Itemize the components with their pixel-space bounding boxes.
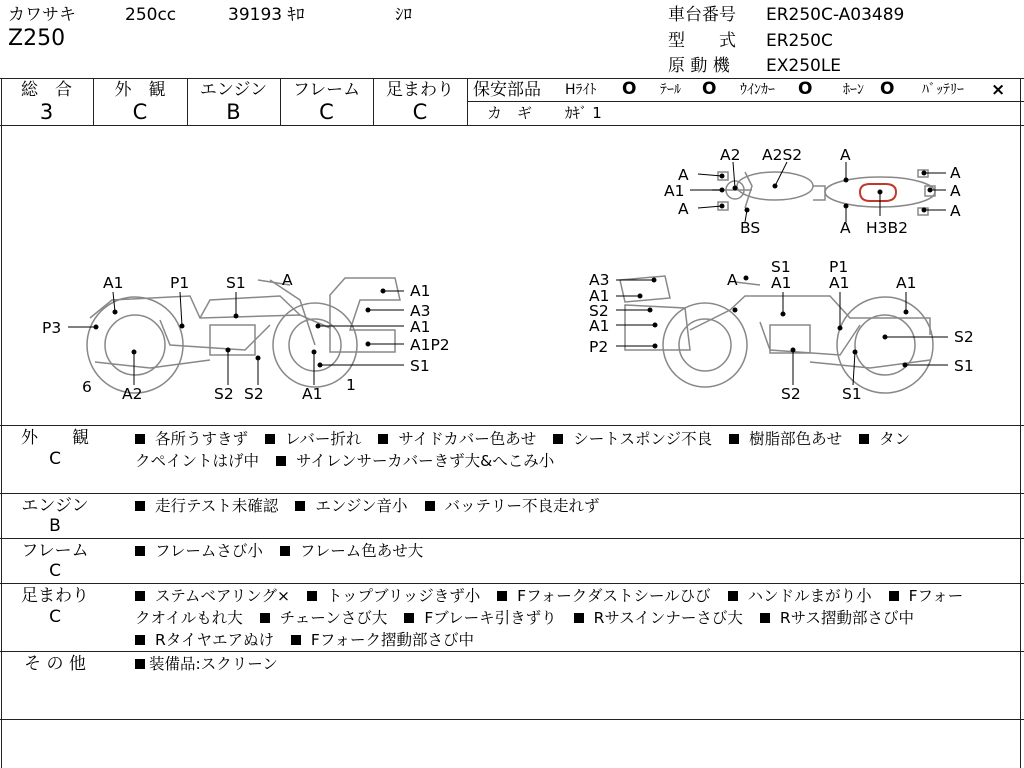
type-value: ER250C: [766, 31, 833, 51]
maker-name: カワサキ: [8, 5, 76, 25]
safety-battery-name: ﾊﾞｯﾃﾘｰ: [922, 82, 964, 98]
divider: [0, 719, 1024, 720]
top-label: A: [950, 164, 961, 182]
left-label: A1P2: [410, 336, 450, 354]
left-label: 6: [82, 378, 92, 396]
right-label: S1: [954, 357, 974, 375]
left-label: A1: [302, 385, 323, 403]
comment-item: フレーム色あせ大: [299, 542, 424, 560]
comment-item: ステムベアリング×: [155, 587, 290, 605]
right-label: A3: [589, 271, 610, 289]
comment-line: [135, 450, 1015, 472]
comment-item: 各所うすきず: [155, 430, 249, 448]
comment-line: [135, 607, 1015, 629]
safety-winker-mark: O: [798, 79, 813, 99]
right-label: A1: [896, 274, 917, 292]
comment-item: シートスポンジ不良: [573, 430, 713, 448]
right-label: A1: [589, 287, 610, 305]
grade-frame-value: C: [319, 100, 334, 124]
comment-item: Rサスインナーさび大: [593, 609, 743, 627]
divider: [0, 425, 1024, 426]
right-label: S1: [842, 385, 862, 403]
chassis-label: 車台番号: [668, 5, 736, 25]
comment-item: Rタイヤエアぬけ: [155, 631, 274, 649]
top-label: A2: [720, 146, 741, 164]
comment-item: 樹脂部色あせ: [749, 430, 843, 448]
top-label: A: [678, 166, 689, 184]
right-label: S2: [589, 302, 609, 320]
safety-taillight-name: ﾃｰﾙ: [660, 82, 681, 98]
comment-item: Fフォー: [908, 587, 964, 605]
grade-total-label: 総 合: [21, 80, 72, 100]
comment-line: [135, 495, 1015, 517]
comment-line: [135, 540, 1015, 562]
comment-item: レバー折れ: [284, 430, 362, 448]
right-label: A1: [589, 317, 610, 335]
safety-horn-mark: O: [880, 79, 895, 99]
comment-item: サイレンサーカバーきず大&へこみ小: [295, 452, 555, 470]
comment-item: トップブリッジきず小: [326, 587, 481, 605]
comment-suspension: [135, 585, 1015, 651]
right-label: S2: [781, 385, 801, 403]
comment-item: フレームさび小: [155, 542, 263, 560]
divider: [0, 538, 1024, 539]
safety-horn-name: ﾎｰﾝ: [843, 82, 864, 98]
left-label: 1: [346, 376, 356, 394]
comment-other: [135, 653, 1015, 675]
right-label: A1: [829, 274, 850, 292]
grade-suspension-label: 足まわり: [386, 80, 454, 100]
comment-item: 装備品:スクリーン: [149, 655, 278, 673]
comment-suspension-grade: C: [49, 607, 61, 627]
comment-line: [135, 428, 1015, 450]
top-label: A: [678, 200, 689, 218]
divider: [0, 78, 1024, 79]
comment-item: Fフォーク摺動部さび中: [310, 631, 475, 649]
right-view-outline: [620, 276, 933, 393]
comment-item: バッテリー不良走れず: [444, 497, 600, 515]
comment-item: 走行テスト未確認: [155, 497, 279, 515]
top-label: BS: [740, 219, 761, 237]
comment-engine-label: エンジン: [21, 496, 89, 516]
comment-item: エンジン音小: [315, 497, 408, 515]
comment-line: [135, 653, 1015, 675]
comment-engine-grade: B: [49, 516, 61, 536]
grade-engine-label: エンジン: [199, 80, 268, 100]
comment-item: Fブレーキ引きずり: [424, 609, 557, 627]
comment-exterior-label: 外 観: [21, 428, 89, 448]
engine-model-value: EX250LE: [766, 56, 842, 76]
comment-frame: [135, 540, 1015, 562]
body-color: ｼﾛ: [395, 5, 412, 25]
left-label: S1: [410, 357, 430, 375]
comment-frame-label: フレーム: [21, 541, 89, 561]
key-value: ｶｷﾞ 1: [565, 104, 602, 122]
top-label: A: [840, 146, 851, 164]
grade-frame-label: フレーム: [292, 80, 361, 100]
right-label: S1: [771, 258, 791, 276]
right-label: P1: [829, 258, 849, 276]
grade-engine-value: B: [226, 100, 241, 124]
left-label: P3: [42, 319, 62, 337]
type-label: 型 式: [668, 31, 736, 51]
comment-suspension-label: 足まわり: [21, 586, 89, 606]
top-label: A: [950, 182, 961, 200]
right-label: A1: [771, 274, 792, 292]
comment-line: [135, 585, 1015, 607]
safety-headlight-name: Hﾗｲﾄ: [565, 82, 597, 98]
left-label: S2: [244, 385, 264, 403]
comment-line: [135, 629, 1015, 651]
comment-item: サイドカバー色あせ: [398, 430, 537, 448]
right-label: P2: [589, 338, 609, 356]
top-label: A2S2: [762, 146, 803, 164]
top-label: A1: [664, 182, 685, 200]
left-label: A1: [103, 274, 124, 292]
divider: [0, 651, 1024, 652]
left-label: A1: [410, 318, 431, 336]
mileage: 39193 ｷﾛ: [228, 5, 305, 25]
right-label: A: [727, 271, 738, 289]
comment-item: チェーンさび大: [279, 609, 388, 627]
safety-title: 保安部品: [473, 80, 541, 100]
model-name: Z250: [8, 26, 66, 51]
grade-exterior-label: 外 観: [114, 80, 166, 100]
comment-item: Rサス摺動部さび中: [779, 609, 915, 627]
comment-item: Fフォークダストシールひび: [517, 587, 711, 605]
comment-exterior: [135, 428, 1015, 472]
top-label: H3B2: [866, 219, 909, 237]
divider: [467, 101, 1024, 102]
grade-total-value: 3: [39, 100, 54, 124]
grade-suspension-value: C: [412, 100, 428, 124]
left-label: A3: [410, 302, 431, 320]
safety-battery-mark: ×: [991, 80, 1006, 100]
left-label: P1: [170, 274, 190, 292]
divider: [0, 493, 1024, 494]
left-label: A1: [410, 282, 431, 300]
engine-model-label: 原 動 機: [668, 56, 730, 76]
left-label: S1: [226, 274, 246, 292]
grade-exterior-value: C: [132, 100, 148, 124]
left-label: S2: [214, 385, 234, 403]
comment-exterior-grade: C: [49, 449, 61, 469]
bike-damage-diagram: [0, 125, 1024, 425]
comment-frame-grade: C: [49, 561, 61, 581]
safety-winker-name: ｳｲﾝｶｰ: [740, 82, 775, 98]
divider: [0, 583, 1024, 584]
key-label: カ ギ: [487, 104, 533, 122]
comment-item: タン: [879, 430, 911, 448]
divider: [467, 78, 468, 125]
top-label: A: [840, 219, 851, 237]
comment-item: クペイントはげ中: [135, 452, 260, 470]
chassis-number: ER250C-A03489: [766, 5, 905, 25]
top-label: A: [950, 202, 961, 220]
safety-taillight-mark: O: [702, 79, 717, 99]
right-label: S2: [954, 328, 974, 346]
displacement: 250cc: [125, 5, 177, 25]
comment-engine: [135, 495, 1015, 517]
comment-other-label: そ の 他: [24, 654, 86, 674]
comment-item: ハンドルまがり小: [747, 587, 872, 605]
left-label: A2: [122, 385, 143, 403]
left-label: A: [282, 271, 293, 289]
safety-headlight-mark: O: [622, 79, 637, 99]
comment-item: クオイルもれ大: [135, 609, 243, 627]
